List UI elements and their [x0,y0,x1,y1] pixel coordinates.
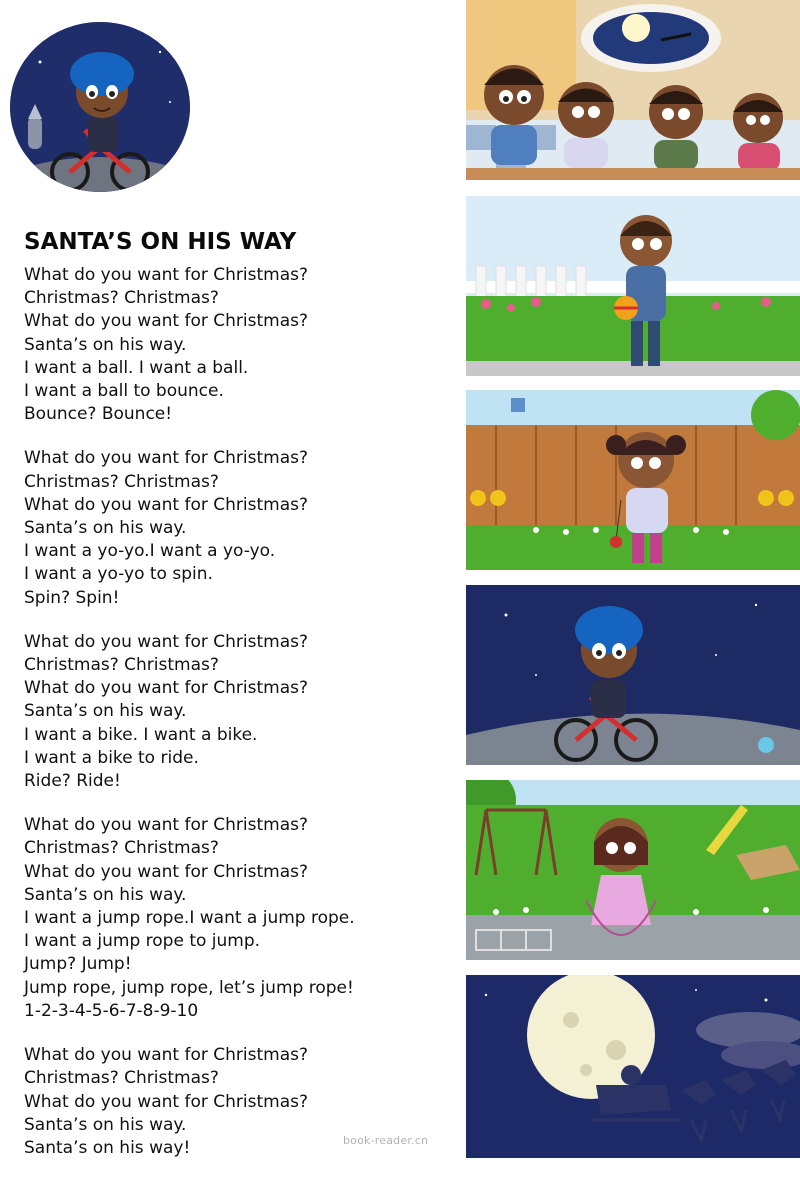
lyric-line: I want a jump rope.I want a jump rope. [24,908,355,929]
stanza [24,814,444,1023]
lyric-line: I want a ball. I want a ball. [24,357,249,378]
lyric-line: Santa’s on his way. [24,334,187,355]
lyric-line: Bounce? Bounce! [24,404,173,425]
lyric-line: Christmas? Christmas? [24,1068,219,1089]
lyric-line: What do you want for Christmas? [24,815,308,836]
stanza [24,264,444,426]
lyric-line: Jump rope, jump rope, let’s jump rope! [24,977,354,998]
lyric-line: Santa’s on his way. [24,1114,187,1135]
lyric-line: What do you want for Christmas? [24,1045,308,1066]
lyric-line: What do you want for Christmas? [24,1091,308,1112]
boy-on-bike-avatar-icon [10,22,190,192]
lyric-line: I want a jump rope to jump. [24,931,261,952]
lyric-line: What do you want for Christmas? [24,678,308,699]
lyric-line: I want a yo-yo.I want a yo-yo. [24,541,276,562]
lyric-line: Santa’s on his way. [24,518,187,539]
lyric-line: Jump? Jump! [24,954,132,975]
lyric-line: What do you want for Christmas? [24,631,308,652]
lyric-line: I want a bike to ride. [24,747,199,768]
stanza [24,447,444,609]
lyric-line: What do you want for Christmas? [24,861,308,882]
girl-jump-rope-illustration-icon [466,780,800,960]
song-title: SANTA’S ON HIS WAY [24,229,297,255]
lyric-line: I want a yo-yo to spin. [24,564,213,585]
stanza [24,631,444,793]
lyric-line: Christmas? Christmas? [24,471,219,492]
lyric-line: Ride? Ride! [24,771,121,792]
lyric-line: What do you want for Christmas? [24,448,308,469]
lyric-line: What do you want for Christmas? [24,265,308,285]
lyrics [24,264,444,1181]
kids-dreaming-of-santa-illustration-icon [466,0,800,180]
lyric-line: Christmas? Christmas? [24,838,219,859]
santa-sleigh-moon-illustration-icon [466,975,800,1158]
girl-with-yoyo-illustration-icon [466,390,800,570]
lyric-line: What do you want for Christmas? [24,311,308,332]
lyric-line: Christmas? Christmas? [24,655,219,676]
boy-on-bike-illustration-icon [466,585,800,765]
watermark: book-reader.cn [343,1134,429,1147]
lyric-line: Santa’s on his way. [24,701,187,722]
lyric-line: Santa’s on his way. [24,884,187,905]
lyric-line: What do you want for Christmas? [24,494,308,515]
lyric-line: 1-2-3-4-5-6-7-8-9-10 [24,1000,199,1021]
boy-with-ball-illustration-icon [466,196,800,376]
lyric-line: Christmas? Christmas? [24,288,219,309]
lyric-line: Santa’s on his way! [24,1137,191,1158]
lyric-line: I want a bike. I want a bike. [24,724,258,745]
lyric-line: Spin? Spin! [24,587,120,608]
lyric-line: I want a ball to bounce. [24,381,224,402]
